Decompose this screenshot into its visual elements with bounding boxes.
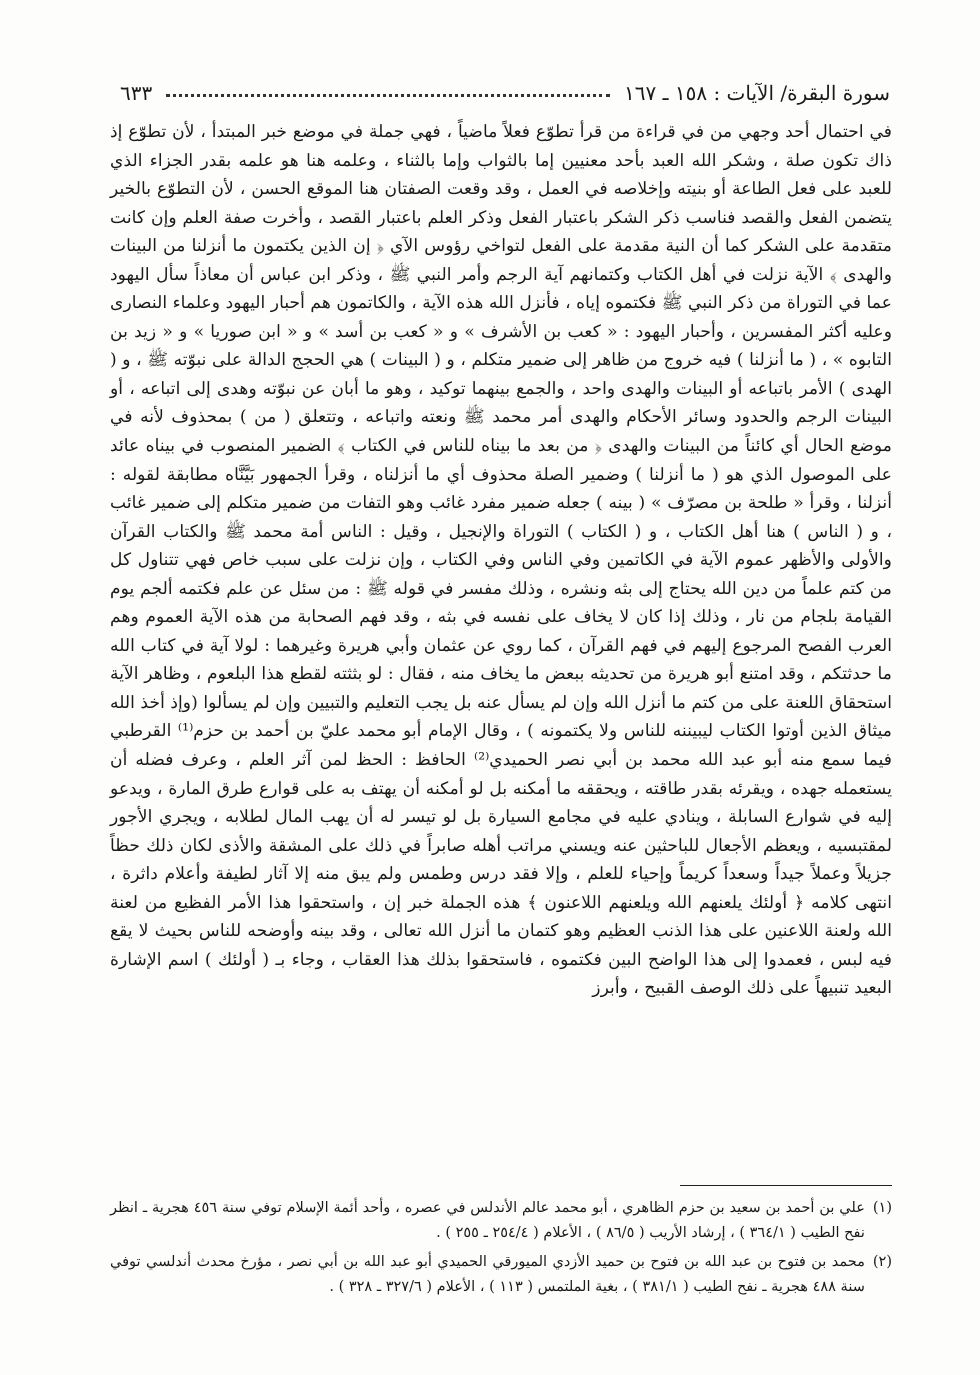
footnote-number: (١)	[872, 1200, 892, 1216]
footnote-text: محمد بن فتوح بن عبد الله بن فتوح بن حميد الأزدي الميورقي الحميدي أبو عبد الله بن أبي نصر ، مؤرخ محدث أندلسي توفي سنة ٤٨٨ هجرية ـ نفح الطيب ( ٣٨١/١ ) ، بغية الملتمس ( ١١٣ ) ، الأعلام ( ٣٢٧/٦ ـ ٣٢٨ ) .	[110, 1254, 865, 1295]
footnote-text: علي بن أحمد بن سعيد بن حزم الظاهري ، أبو محمد عالم الأندلس في عصره ، وأحد أئمة الإسلام توفي سنة ٤٥٦ هجرية ـ انظر نفح الطيب ( ٣٦٤/١ ) ، إرشاد الأريب ( ٨٦/٥ ) ، الأعلام ( ٢٥٤/٤ ـ ٢٥٥ ) .	[110, 1200, 865, 1241]
page-number: ٦٣٣	[120, 81, 153, 105]
commentary-paragraph: في احتمال أحد وجهي من في قراءة من قرأ تطوّع فعلاً ماضياً ، فهي جملة في موضع خبر المبتدأ ، لأن تطوّع إذ ذاك تكون صلة ، وشكر الله العبد بأحد معنيين إما بالثواب وإما بالثناء ، وعلمه هنا هو علمه بقدر الجزاء الذي للعبد على فعل الطاعة أو بنيته وإخلاصه في العمل ، وقد وقعت الصفتان هنا الموقع الحسن ، لأن التطوّع بالخير يتضمن الفعل والقصد فناسب ذكر الشكر باعتبار الفعل وذكر العلم باعتبار القصد ، وأخرت صفة العلم وإن كانت متقدمة على الشكر كما أن النية مقدمة على الفعل لتواخي رؤوس الآي ﴿ إن الذين يكتمون ما أنزلنا من البينات والهدى ﴾ الآية نزلت في أهل الكتاب وكتمانهم آية الرجم وأمر النبي ﷺ ، وذكر ابن عباس أن معاذاً سأل اليهود عما في التوراة من ذكر النبي ﷺ فكتموه إياه ، فأنزل الله هذه الآية ، والكاتمون هم أحبار اليهود وعلماء النصارى وعليه أكثر المفسرين ، وأحبار اليهود : « كعب بن الأشرف » و « كعب بن أسد » و « ابن صوريا » و « زيد بن التابوه » ، ( ما أنزلنا ) فيه خروج من ظاهر إلى ضمير متكلم ، و ( البينات ) هي الحجج الدالة على نبوّته ﷺ ، و ( الهدى ) الأمر باتباعه أو البينات والهدى واحد ، والجمع بينهما توكيد ، وهو ما أبان عن نبوّته وهدى إلى اتباعه ، أو البينات الرجم والحدود وسائر الأحكام والهدى أمر محمد ﷺ ونعته واتباعه ، وتتعلق ( من ) بمحذوف لأنه في موضع الحال أي كائناً من البينات والهدى ﴿ من بعد ما بيناه للناس في الكتاب ﴾ الضمير المنصوب في بيناه عائد على الموصول الذي هو ( ما أنزلنا ) وضمير الصلة محذوف أي ما أنزلناه ، وقرأ الجمهور بَيَّنَّاه مطابقة لقوله : أنزلنا ، وقرأ « طلحة بن مصرّف » ( بينه ) جعله ضمير مفرد غائب وهو التفات من ضمير متكلم إلى ضمير غائب ، و ( الناس ) هنا أهل الكتاب ، و ( الكتاب ) التوراة والإنجيل ، وقيل : الناس أمة محمد ﷺ والكتاب القرآن والأولى والأظهر عموم الآية في الكاتمين وفي الناس وفي الكتاب ، وإن نزلت على سبب خاص فهي تتناول كل من كتم علماً من دين الله يحتاج إلى بثه ونشره ، وذلك مفسر في قوله ﷺ : من سئل عن علم فكتمه ألجم يوم القيامة بلجام من نار ، وذلك إذا كان لا يخاف على نفسه في بثه ، وقد فهم الصحابة من هذه الآية العموم وهم العرب الفصح المرجوع إليهم في فهم القرآن ، كما روي عن عثمان وأبي هريرة وغيرهما : لولا آية في كتاب الله ما حدثتكم ، وقد امتنع أبو هريرة من تحديثه ببعض ما يخاف منه ، فقال : لو بثثته لقطع هذا البلعوم ، وظاهر الآية استحقاق اللعنة على من كتم ما أنزل الله وإن لم يسأل عنه بل يجب التعليم والتبيين وإن لم يسألوا (وإذ أخذ الله ميثاق الذين أوتوا الكتاب ليبيننه للناس ولا يكتمونه ) ، وقال الإمام أبو محمد عليّ بن أحمد بن حزم⁽¹⁾ القرطبي فيما سمع منه أبو عبد الله محمد بن أبي نصر الحميدي⁽²⁾ الحافظ : الحظ لمن آثر العلم ، وعرف فضله أن يستعمله جهده ، ويقرئه بقدر طاقته ، ويحققه ما أمكنه بل لو أمكنه أن يهتف به على قوارع طرق المارة ، ويدعو إليه في شوارع السابلة ، وينادي عليه في مجامع السيارة بل لو تيسر له أن يهب المال لطلابه ، ويجري الأجور لمقتبسيه ، ويعظم الأجعال للباحثين عنه ويسني مراتب أهله صابراً في ذلك على المشقة والأذى لكان ذلك حظاً جزيلاً وعملاً جيداً وسعداً كريماً وإحياء للعلم ، وإلا فقد درس وطمس ولم يبق منه إلا آثار لطيفة وأعلام داثرة ، انتهى كلامه ﴿ أولئك يلعنهم الله ويلعنهم اللاعنون ﴾ هذه الجملة خبر إن ، واستحقوا هذا الأمر الفظيع من لعنة الله ولعنة اللاعنين على هذا الذنب العظيم وهو كتمان ما أنزل الله تعالى ، وقد بينه وأوضحه للناس بحيث لا يقع فيه لبس ، فعمدوا إلى هذا الواضح البين فكتموه ، فاستحقوا بذلك هذا العقاب ، وجاء بـ ( أولئك ) اسم الإشارة البعيد تنبيهاً على ذلك الوصف القبيح ، وأبرز	[110, 122, 893, 999]
footnote-2	[110, 1250, 892, 1300]
main-text	[110, 118, 892, 1003]
surah-title: سورة البقرة/ الآيات : ١٥٨ ـ ١٦٧	[624, 81, 890, 105]
header-dot-leader	[166, 94, 610, 97]
footnotes	[110, 1196, 892, 1304]
running-header	[120, 78, 890, 108]
footnote-separator	[680, 1185, 892, 1186]
footnote-1	[110, 1196, 892, 1246]
footnote-number: (٢)	[872, 1254, 892, 1270]
